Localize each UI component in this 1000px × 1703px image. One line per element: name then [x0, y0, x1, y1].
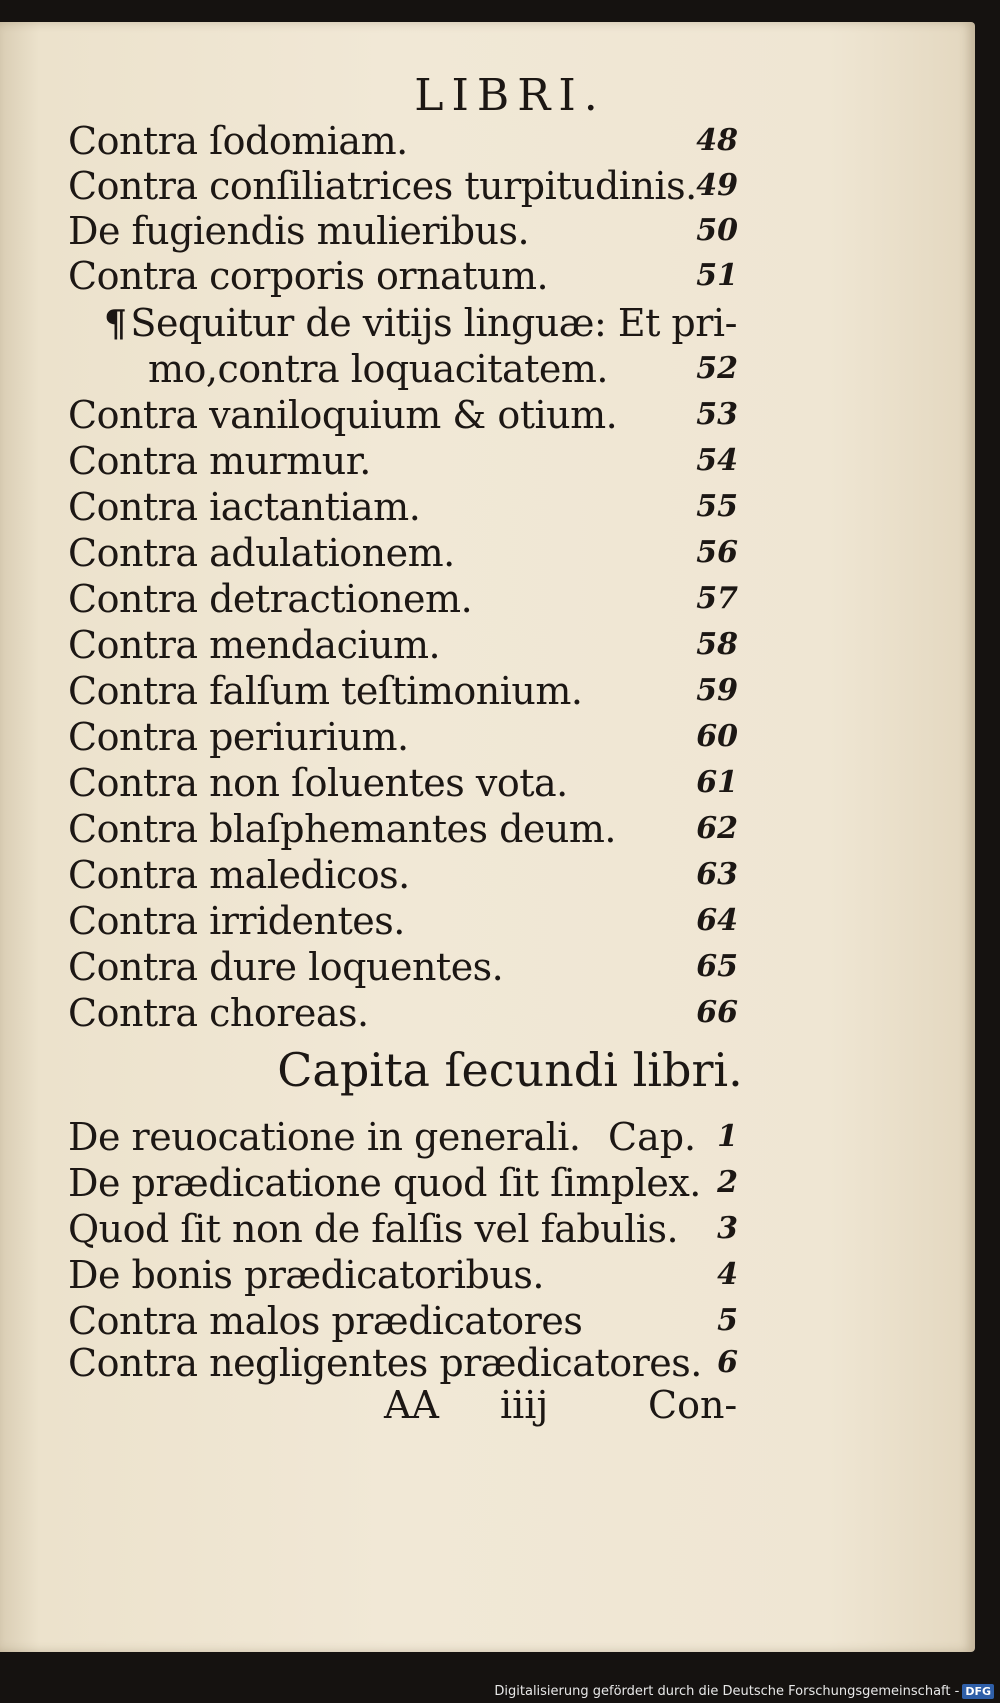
toc-note-row [0, 300, 1000, 346]
toc-title: Contra non ſoluentes vota. [68, 761, 568, 805]
toc-row [0, 438, 1000, 484]
toc-page-number: 62 [696, 811, 738, 846]
toc-row [0, 1298, 1000, 1344]
catchword: Con- [648, 1383, 738, 1427]
toc-title: Contra negligentes prædicatores. [68, 1341, 702, 1385]
toc-page-number: 50 [696, 213, 738, 248]
pilcrow-icon: ¶ [104, 303, 127, 345]
credit-text: Digitalisierung gefördert durch die Deutsche Forschungsgemeinschaft - [494, 1684, 960, 1699]
toc-row [0, 990, 1000, 1036]
toc-row [0, 1206, 1000, 1252]
toc-title: Contra vaniloquium & otium. [68, 393, 618, 437]
toc-chapter-number: 5 [717, 1303, 738, 1338]
toc-page-number: 59 [696, 673, 738, 708]
toc-title: mo,contra loquacitatem. [148, 347, 609, 391]
toc-title: Contra iactantiam. [68, 485, 421, 529]
chapter-label: Cap. [608, 1115, 697, 1159]
toc-row [0, 622, 1000, 668]
toc-row [0, 1340, 1000, 1386]
toc-page-number: 64 [696, 903, 738, 938]
toc-row [0, 1114, 1000, 1160]
section-heading: Capita ſecundi libri. [277, 1043, 743, 1097]
toc-page-number: 51 [696, 258, 738, 293]
toc-page-number: 65 [696, 949, 738, 984]
leaf-number: iiij [500, 1383, 549, 1427]
toc-title: Contra dure loquentes. [68, 945, 504, 989]
toc-row [0, 253, 1000, 299]
toc-page-number: 61 [696, 765, 738, 800]
toc-title: De prædicatione quod ſit ſimplex. [68, 1161, 701, 1205]
toc-row [0, 760, 1000, 806]
toc-title: Contra mendacium. [68, 623, 441, 667]
toc-row [0, 1252, 1000, 1298]
signature-mark: AA [384, 1383, 439, 1427]
toc-row [0, 530, 1000, 576]
toc-title: Contra detractionem. [68, 577, 473, 621]
dfg-logo: DFG [962, 1684, 994, 1699]
toc-row [0, 668, 1000, 714]
toc-title: Contra adulationem. [68, 531, 455, 575]
toc-chapter-number: 3 [717, 1211, 738, 1246]
toc-title: Contra irridentes. [68, 899, 405, 943]
toc-title: De fugiendis mulieribus. [68, 209, 530, 253]
toc-title: Contra ſodomiam. [68, 119, 408, 163]
toc-row [0, 346, 1000, 392]
toc-row [0, 1160, 1000, 1206]
toc-title: Contra conſiliatrices turpitudinis. [68, 164, 697, 208]
toc-page-number: 57 [696, 581, 738, 616]
toc-chapter-number: 1 [717, 1119, 738, 1154]
toc-title: Contra blaſphemantes deum. [68, 807, 616, 851]
toc-row [0, 392, 1000, 438]
toc-row [0, 118, 1000, 164]
toc-title: Contra malos prædicatores [68, 1299, 583, 1343]
toc-row [0, 852, 1000, 898]
toc-page-number: 60 [696, 719, 738, 754]
toc-row [0, 208, 1000, 254]
toc-page-number: 52 [696, 351, 738, 386]
toc-title: Contra periurium. [68, 715, 409, 759]
toc-chapter-number: 2 [717, 1165, 738, 1200]
toc-note-text: Sequitur de vitijs linguæ: Et pri- [130, 301, 737, 345]
running-header: LIBRI. [414, 70, 606, 121]
toc-row [0, 806, 1000, 852]
toc-page-number: 53 [696, 397, 738, 432]
toc-row [0, 163, 1000, 209]
toc-page-number: 48 [696, 123, 738, 158]
toc-page-number: 63 [696, 857, 738, 892]
toc-page-number: 54 [696, 443, 738, 478]
toc-title: Contra choreas. [68, 991, 369, 1035]
toc-page-number: 56 [696, 535, 738, 570]
toc-title: Contra maledicos. [68, 853, 410, 897]
toc-row [0, 944, 1000, 990]
toc-title: Contra murmur. [68, 439, 371, 483]
toc-chapter-number: 6 [717, 1345, 738, 1380]
toc-row [0, 484, 1000, 530]
toc-chapter-number: 4 [717, 1257, 738, 1292]
toc-row [0, 576, 1000, 622]
toc-title: De reuocatione in generali. [68, 1115, 581, 1159]
toc-title: Quod ſit non de falſis vel fabulis. [68, 1207, 679, 1251]
toc-page-number: 49 [696, 168, 738, 203]
toc-title: Contra falſum teſtimonium. [68, 669, 583, 713]
toc-title: Contra corporis ornatum. [68, 254, 549, 298]
digitization-credit [494, 1681, 1000, 1703]
toc-row [0, 714, 1000, 760]
toc-page-number: 58 [696, 627, 738, 662]
toc-note-title [104, 300, 737, 347]
toc-row [0, 898, 1000, 944]
toc-page-number: 66 [696, 995, 738, 1030]
toc-title: De bonis prædicatoribus. [68, 1253, 544, 1297]
toc-page-number: 55 [696, 489, 738, 524]
